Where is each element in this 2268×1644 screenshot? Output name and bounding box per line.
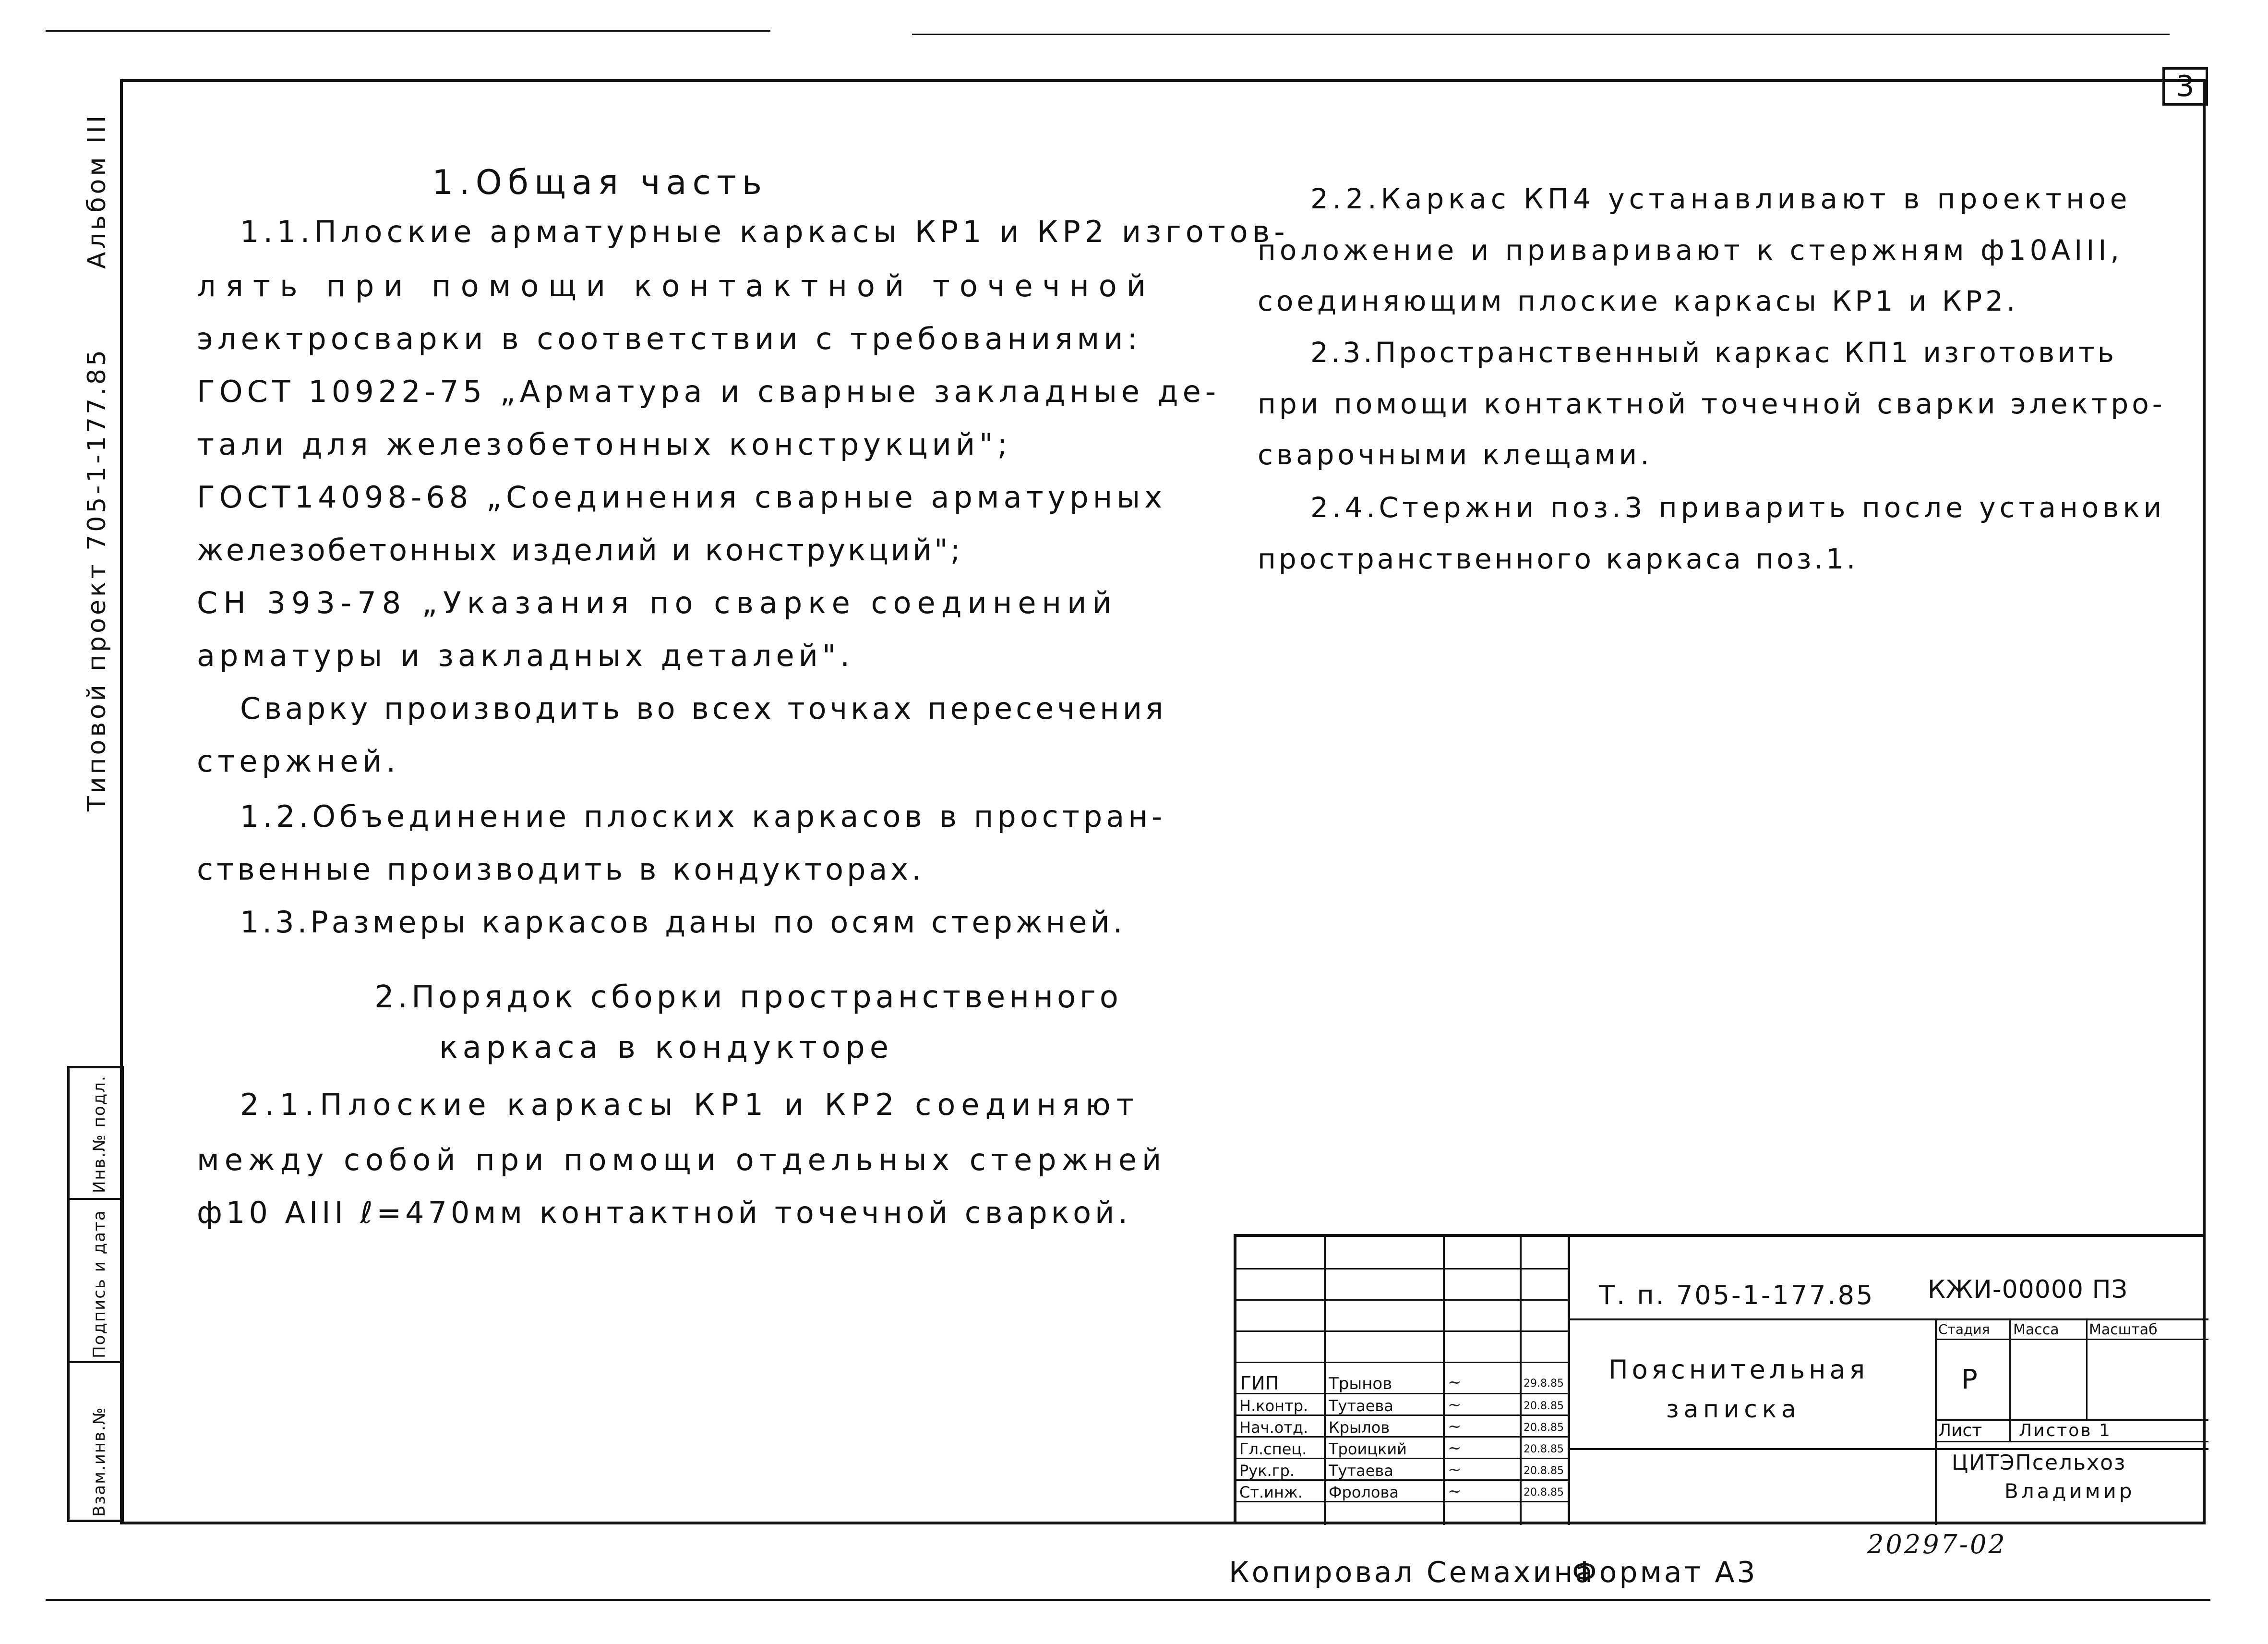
tb-hline [1568,1318,2208,1320]
s1-line: 1.2.Объединение плоских каркасов в простран- [240,799,1166,834]
s1-line: ГОСТ14098-68 „Соединения сварные арматурных [197,480,1166,515]
role-label: ГИП [1240,1373,1279,1394]
project-code: Т. п. 705-1-177.85 [1599,1280,1875,1310]
stamp-sign-label: Подпись и дата [90,1209,109,1358]
role-label: Рук.гр. [1239,1462,1295,1480]
sign-date: 20.8.85 [1524,1465,1564,1477]
footer-number: 20297-02 [1867,1529,2007,1559]
person-name: Крылов [1329,1418,1390,1437]
project-label: Типовой проект 705-1-177.85 [83,347,111,811]
section2-heading-2: каркаса в кондукторе [439,1030,894,1065]
s2-line: положение и приваривают к стержням ф10АIII, [1258,234,2123,266]
album-label: Альбом III [83,112,111,269]
s1-line: ГОСТ 10922-75 „Арматура и сварные закладные де- [197,374,1221,409]
tb-hline [1236,1330,1568,1332]
s2-line: между собой при помощи отдельных стержней [197,1142,1167,1177]
s2-line: 2.4.Стержни поз.3 приварить после установки [1310,491,2166,524]
person-name: Трынов [1329,1374,1392,1393]
s1-line: СН 393-78 „Указания по сварке соединений [197,585,1117,620]
s1-line: ственные производить в кондукторах. [197,852,924,887]
stamp-replace-label: Взам.инв.№ [90,1406,109,1517]
s2-line: пространственного каркаса поз.1. [1258,543,1859,575]
s2-line: сварочными клещами. [1258,438,1653,471]
footer-format: Формат А3 [1572,1556,1758,1589]
sign-date: 29.8.85 [1524,1378,1564,1390]
tb-vline [1324,1237,1326,1525]
scale-label: Масштаб [2089,1321,2158,1338]
s2-line: при помощи контактной точечной сварки электро- [1258,387,2166,420]
bottom-edge-line [46,1599,2210,1601]
mass-label: Масса [2013,1321,2059,1338]
section2-heading-1: 2.Порядок сборки пространственного [374,979,1122,1015]
tb-hline [1236,1268,1568,1269]
doc-title-1: Пояснительная [1608,1354,1869,1385]
tb-hline [1236,1393,1568,1394]
doc-code: КЖИ-00000 ПЗ [1928,1275,2128,1304]
tb-hline [1236,1362,1568,1363]
s2-line: 2.3.Пространственный каркас КП1 изготовить [1310,336,2117,369]
tb-hline [1236,1299,1568,1301]
s1-line: электросварки в соответствии с требованиями: [197,321,1142,356]
person-name: Тутаева [1329,1397,1393,1415]
sign-date: 20.8.85 [1524,1422,1564,1434]
section1-heading: 1.Общая часть [432,163,768,202]
sheet-number: 3 [2162,67,2208,106]
sign-date: 20.8.85 [1524,1487,1564,1499]
signature: ~ [1448,1395,1462,1414]
top-edge-line [46,30,770,32]
stamp-cell-replace [70,1361,121,1524]
person-name: Тутаева [1329,1462,1393,1480]
s2-line: 2.1.Плоские каркасы КР1 и КР2 соединяют [240,1087,1140,1122]
stamp-cell-sign [70,1198,121,1363]
s1-line: арматуры и закладных деталей". [197,638,854,673]
left-stamp [67,1066,124,1522]
person-name: Фролова [1329,1483,1399,1501]
sign-date: 20.8.85 [1524,1400,1564,1412]
s2-line: 2.2.Каркас КП4 устанавливают в проектное [1310,182,2132,215]
s1-line: Сварку производить во всех точках пересечения [240,691,1167,726]
s1-line: стержней. [197,744,400,779]
role-label: Гл.спец. [1239,1440,1307,1458]
person-name: Троицкий [1329,1440,1407,1458]
tb-vline [1935,1318,1937,1525]
s1-line: 1.1.Плоские арматурные каркасы КР1 и КР2 изготов- [240,214,1289,249]
stage-label: Стадия [1938,1321,1990,1337]
tb-vline [1443,1237,1445,1525]
s1-line: железобетонных изделий и конструкций"; [197,532,963,568]
s1-line: лять при помощи контактной точечной [197,268,1156,303]
sheet-label: Лист [1938,1421,1982,1440]
tb-vline [2086,1318,2088,1419]
org-line-2: Владимир [2004,1479,2135,1503]
tb-hline [1935,1441,2208,1442]
sign-date: 20.8.85 [1524,1443,1564,1455]
signature: ~ [1448,1460,1462,1479]
role-label: Ст.инж. [1239,1483,1303,1501]
stamp-inv-label: Инв.№ подл. [90,1075,109,1193]
role-label: Нач.отд. [1239,1418,1308,1437]
role-label: Н.контр. [1239,1397,1308,1415]
tb-vline [2009,1318,2011,1419]
signature: ~ [1448,1482,1462,1501]
signature: ~ [1448,1438,1462,1458]
org-line-1: ЦИТЭПсельхоз [1952,1451,2126,1475]
tb-vline [1568,1237,1570,1525]
s1-line: тали для железобетонных конструкций"; [197,427,1012,462]
s2-line: ф10 АIII ℓ=470мм контактной точечной сваркой. [197,1195,1132,1230]
top-edge-line-right [912,34,2170,35]
stamp-cell-inv [70,1068,121,1198]
tb-hline [1568,1448,2208,1450]
tb-hline [1935,1339,2208,1340]
doc-title-2: записка [1666,1395,1801,1423]
s1-line: 1.3.Размеры каркасов даны по осям стержней. [240,905,1126,940]
tb-vline [1520,1237,1522,1525]
footer-copied: Копировал Семахина [1229,1556,1596,1589]
signature: ~ [1448,1417,1462,1436]
tb-vline [2009,1419,2011,1441]
title-block [1234,1234,2206,1524]
sheets-label: Листов 1 [2019,1421,2112,1440]
signature: ~ [1448,1373,1462,1392]
s2-line: соединяющим плоские каркасы КР1 и КР2. [1258,285,2019,317]
stage-value: Р [1961,1364,1978,1395]
